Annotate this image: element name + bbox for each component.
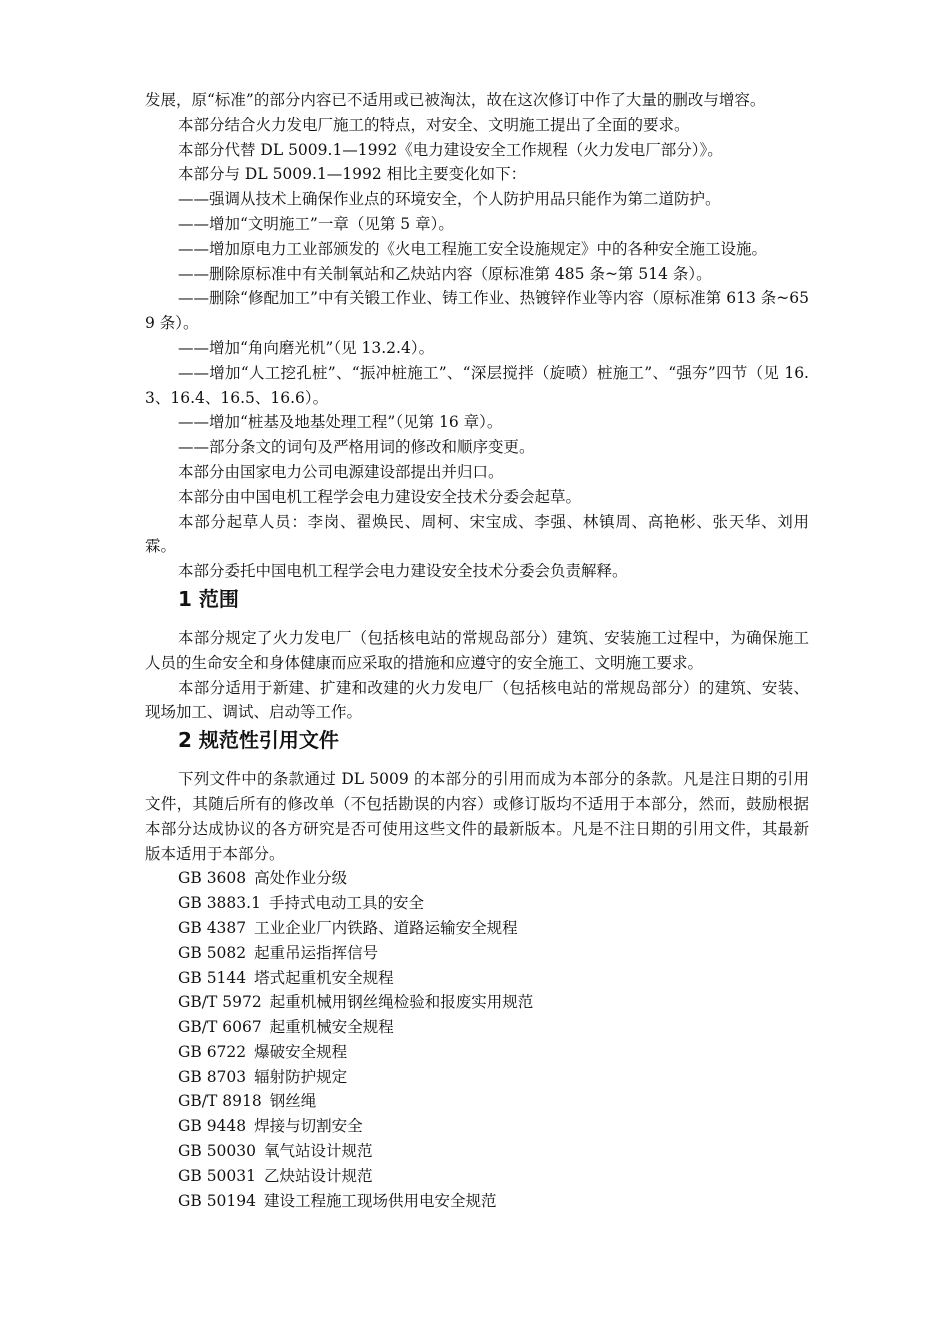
reference-title: 乙炔站设计规范 bbox=[264, 1166, 373, 1185]
reference-title: 起重吊运指挥信号 bbox=[254, 943, 379, 962]
reference-title: 钢丝绳 bbox=[269, 1092, 317, 1111]
intro-paragraph: 发展，原“标准”的部分内容已不适用或已被淘汰，故在这次修订中作了大量的删改与增容。 bbox=[145, 91, 766, 109]
document-page bbox=[145, 88, 809, 1213]
reference-item bbox=[145, 1164, 809, 1189]
reference-item bbox=[145, 1139, 809, 1164]
reference-item bbox=[145, 1040, 809, 1065]
reference-title: 高处作业分级 bbox=[254, 869, 348, 888]
reference-code: GB 50194 bbox=[178, 1191, 257, 1210]
scope-paragraph: 本部分适用于新建、扩建和改建的火力发电厂（包括核电站的常规岛部分）的建筑、安装、现场加工、调试、启动等工作。 bbox=[145, 678, 809, 722]
reference-code: GB 5082 bbox=[178, 943, 247, 962]
section-2-heading: 2 规范性引用文件 bbox=[178, 728, 339, 753]
change-item: ——删除“修配加工”中有关锻工作业、铸工作业、热镀锌作业等内容（原标准第 613 条~659 条）。 bbox=[145, 289, 809, 333]
change-item: ——增加“文明施工”一章（见第 5 章）。 bbox=[178, 214, 454, 233]
reference-title: 爆破安全规程 bbox=[254, 1042, 348, 1061]
reference-code: GB 5144 bbox=[178, 968, 247, 987]
change-item: ——增加“角向磨光机”（见 13.2.4）。 bbox=[178, 338, 435, 357]
reference-list bbox=[145, 866, 809, 1213]
intro-paragraph: 本部分委托中国电机工程学会电力建设安全技术分委会负责解释。 bbox=[178, 562, 628, 581]
reference-code: GB 50031 bbox=[178, 1166, 257, 1185]
reference-code: GB 6722 bbox=[178, 1042, 247, 1061]
change-item: ——强调从技术上确保作业点的环境安全，个人防护用品只能作为第二道防护。 bbox=[178, 190, 721, 209]
reference-code: GB 4387 bbox=[178, 918, 247, 937]
reference-item bbox=[145, 941, 809, 966]
intro-paragraph: 本部分代替 DL 5009.1—1992《电力建设安全工作规程（火力发电厂部分）》。 bbox=[178, 140, 723, 159]
reference-title: 工业企业厂内铁路、道路运输安全规程 bbox=[254, 918, 518, 937]
scope-paragraph: 本部分规定了火力发电厂（包括核电站的常规岛部分）建筑、安装施工过程中，为确保施工人员的生命安全和身体健康而应采取的措施和应遵守的安全施工、文明施工要求。 bbox=[145, 628, 809, 672]
reference-title: 建设工程施工现场供用电安全规范 bbox=[264, 1191, 497, 1210]
reference-item bbox=[145, 1065, 809, 1090]
intro-paragraph: 本部分由中国电机工程学会电力建设安全技术分委会起草。 bbox=[178, 487, 582, 506]
reference-item bbox=[145, 916, 809, 941]
reference-title: 起重机械安全规程 bbox=[269, 1018, 394, 1037]
intro-paragraph: 本部分与 DL 5009.1—1992 相比主要变化如下： bbox=[178, 165, 527, 184]
reference-item bbox=[145, 990, 809, 1015]
reference-title: 塔式起重机安全规程 bbox=[254, 968, 394, 987]
intro-paragraph: 本部分结合火力发电厂施工的特点，对安全、文明施工提出了全面的要求。 bbox=[178, 115, 690, 134]
reference-title: 手持式电动工具的安全 bbox=[268, 894, 424, 913]
change-item: ——部分条文的词句及严格用词的修改和顺序变更。 bbox=[178, 438, 535, 457]
reference-item bbox=[145, 1189, 809, 1214]
reference-title: 起重机械用钢丝绳检验和报废实用规范 bbox=[269, 993, 534, 1012]
reference-item bbox=[145, 1114, 809, 1139]
drafters-paragraph: 本部分起草人员：李岗、翟焕民、周柯、宋宝成、李强、林镇周、高艳彬、张天华、刘用霖。 bbox=[145, 512, 809, 556]
reference-code: GB 8703 bbox=[178, 1067, 247, 1086]
reference-item bbox=[145, 1015, 809, 1040]
reference-title: 焊接与切割安全 bbox=[254, 1117, 363, 1136]
change-item: ——删除原标准中有关制氧站和乙炔站内容（原标准第 485 条~第 514 条）。 bbox=[178, 264, 712, 283]
reference-item bbox=[145, 966, 809, 991]
reference-code: GB 3883.1 bbox=[178, 894, 261, 913]
reference-item bbox=[145, 1089, 809, 1114]
reference-item bbox=[145, 891, 809, 916]
reference-item bbox=[145, 866, 809, 891]
reference-title: 氧气站设计规范 bbox=[264, 1142, 373, 1161]
reference-code: GB 3608 bbox=[178, 869, 247, 888]
intro-paragraph: 本部分由国家电力公司电源建设部提出并归口。 bbox=[178, 462, 504, 481]
section-1-heading: 1 范围 bbox=[178, 586, 239, 611]
change-item: ——增加“人工挖孔桩”、“振冲桩施工”、“深层搅拌（旋喷）桩施工”、“强夯”四节（见 16.3、16.4、16.5、16.6）。 bbox=[145, 363, 809, 407]
reference-code: GB 50030 bbox=[178, 1142, 257, 1161]
reference-title: 辐射防护规定 bbox=[254, 1067, 348, 1086]
reference-code: GB/T 5972 bbox=[178, 993, 262, 1012]
reference-code: GB/T 8918 bbox=[178, 1092, 262, 1111]
reference-code: GB 9448 bbox=[178, 1117, 247, 1136]
reference-code: GB/T 6067 bbox=[178, 1018, 262, 1037]
normative-references-paragraph: 下列文件中的条款通过 DL 5009 的本部分的引用而成为本部分的条款。凡是注日期的引用文件，其随后所有的修改单（不包括勘误的内容）或修订版均不适用于本部分，然而，鼓励根据本部分达成协议的各方研究是否可使用这些文件的最新版本。凡是不注日期的引用文件，其最新版本适用于本部分。 bbox=[145, 770, 809, 863]
change-item: ——增加“桩基及地基处理工程”（见第 16 章）。 bbox=[178, 413, 503, 432]
change-item: ——增加原电力工业部颁发的《火电工程施工安全设施规定》中的各种安全施工设施。 bbox=[178, 239, 768, 258]
